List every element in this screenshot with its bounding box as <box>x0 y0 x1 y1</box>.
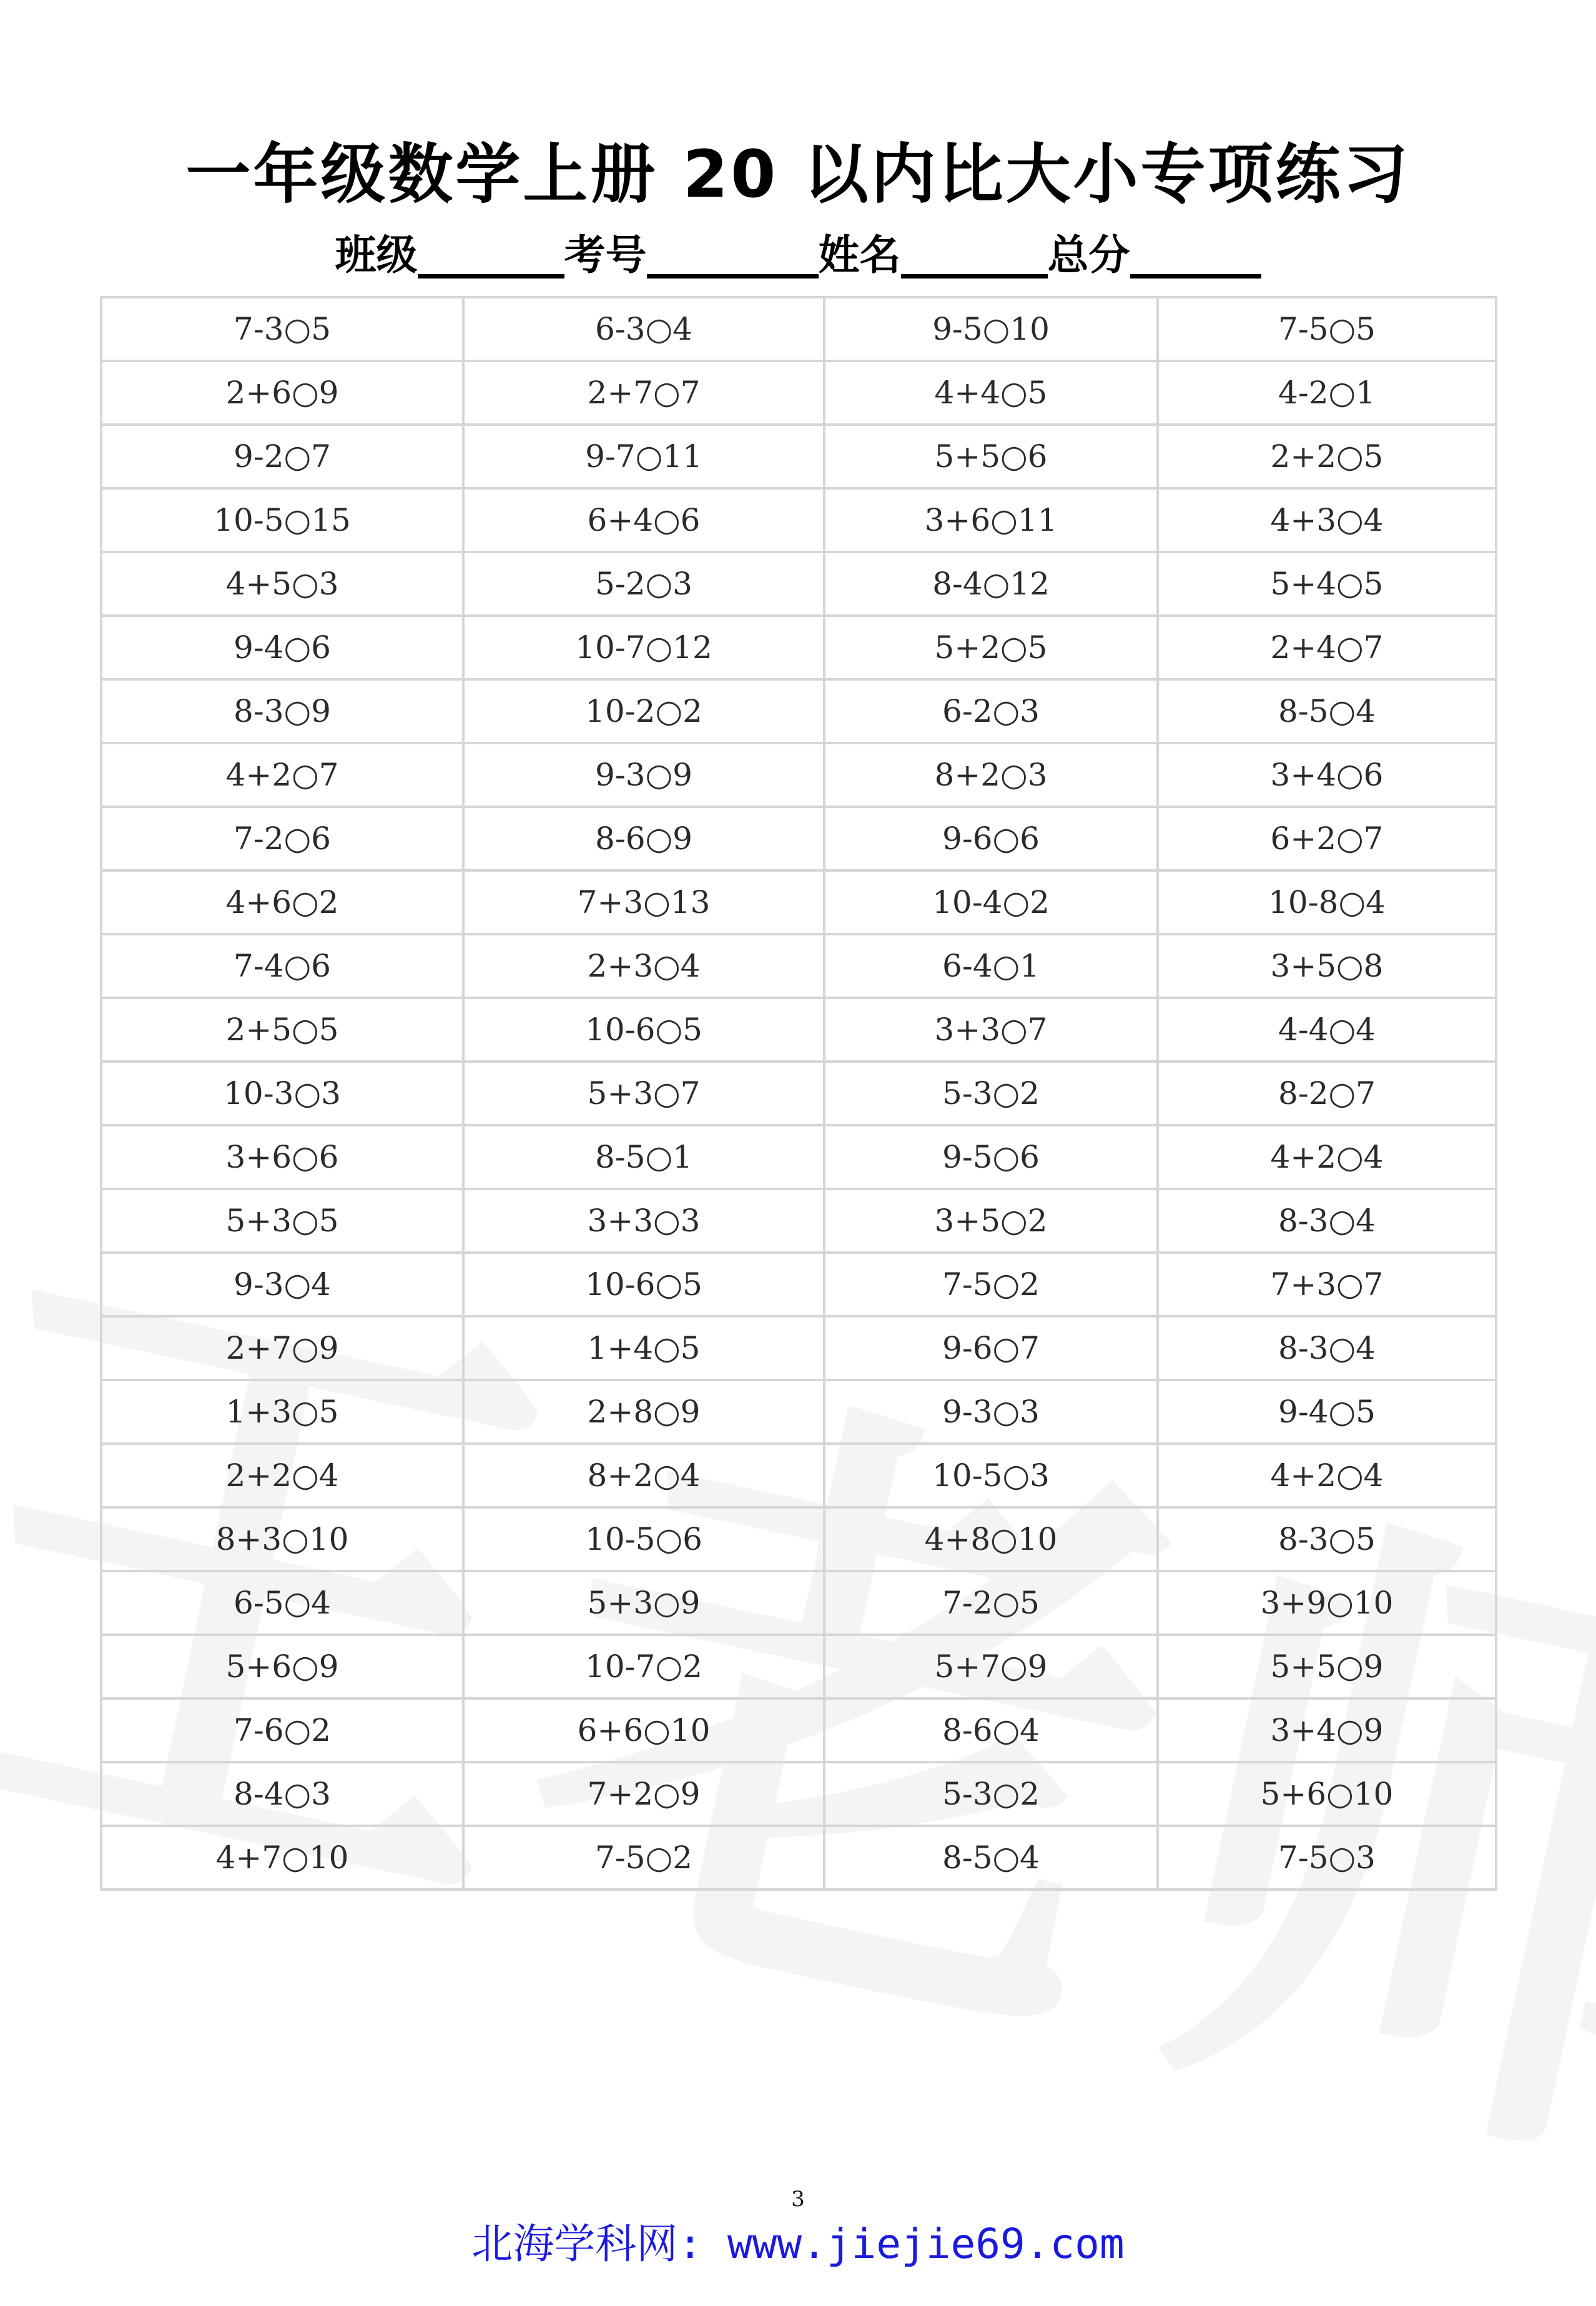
table-row <box>101 1316 1496 1380</box>
exercise-cell[interactable]: 10-5○6 <box>463 1507 824 1571</box>
table-row <box>101 807 1496 870</box>
exercise-cell[interactable]: 5+3○7 <box>463 1062 824 1125</box>
exercise-cell[interactable]: 5+3○9 <box>463 1571 824 1635</box>
exercise-cell[interactable]: 9-7○11 <box>463 425 824 488</box>
exercise-cell[interactable]: 7-2○5 <box>824 1571 1158 1635</box>
exercise-cell[interactable]: 4+5○3 <box>101 552 463 616</box>
exercise-cell[interactable]: 5-2○3 <box>463 552 824 616</box>
exercise-cell[interactable]: 7-5○2 <box>824 1253 1158 1316</box>
exercise-cell[interactable]: 3+6○6 <box>101 1125 463 1189</box>
exercise-cell[interactable]: 8-3○9 <box>101 679 463 743</box>
name-blank[interactable] <box>901 274 1048 278</box>
table-row <box>101 1571 1496 1635</box>
exercise-cell[interactable]: 2+5○5 <box>101 998 463 1062</box>
exercise-cell[interactable]: 8+3○10 <box>101 1507 463 1571</box>
exercise-cell[interactable]: 6+4○6 <box>463 488 824 552</box>
total-score-label: 总分 <box>1047 231 1130 279</box>
exercise-cell[interactable]: 5-3○2 <box>824 1762 1158 1826</box>
exercise-cell[interactable]: 8-2○7 <box>1158 1062 1496 1125</box>
table-row <box>101 488 1496 552</box>
student-info-line <box>0 222 1596 281</box>
class-label: 班级 <box>335 231 418 279</box>
exercise-cell[interactable]: 9-3○3 <box>824 1380 1158 1444</box>
exercise-cell[interactable]: 4+2○7 <box>101 743 463 807</box>
exercise-cell[interactable]: 4+4○5 <box>824 361 1158 425</box>
exercise-cell[interactable]: 2+2○5 <box>1158 425 1496 488</box>
table-row <box>101 1253 1496 1316</box>
exercise-cell[interactable]: 8-6○4 <box>824 1698 1158 1762</box>
page-number: 3 <box>791 2187 805 2212</box>
table-row <box>101 297 1496 361</box>
exercise-cell[interactable]: 5+5○6 <box>824 425 1158 488</box>
exercise-cell[interactable]: 9-2○7 <box>101 425 463 488</box>
exercise-cell[interactable]: 1+4○5 <box>463 1316 824 1380</box>
exam-number-blank[interactable] <box>647 274 819 278</box>
table-row <box>101 1444 1496 1507</box>
exercise-cell[interactable]: 10-4○2 <box>824 870 1158 934</box>
exercise-table <box>100 296 1497 1891</box>
total-score-blank[interactable] <box>1130 274 1261 278</box>
name-field[interactable] <box>819 222 1048 281</box>
exercise-cell[interactable]: 4+6○2 <box>101 870 463 934</box>
exercise-cell[interactable]: 9-5○10 <box>824 297 1158 361</box>
table-row <box>101 552 1496 616</box>
class-blank[interactable] <box>418 274 564 278</box>
exercise-cell[interactable]: 4+2○4 <box>1158 1444 1496 1507</box>
exercise-cell[interactable]: 4+7○10 <box>101 1826 463 1890</box>
exercise-cell[interactable]: 7-3○5 <box>101 297 463 361</box>
exercise-cell[interactable]: 10-7○2 <box>463 1635 824 1698</box>
exam-number-field[interactable] <box>564 222 819 281</box>
name-label: 姓名 <box>818 231 901 279</box>
exercise-cell[interactable]: 4-2○1 <box>1158 361 1496 425</box>
exercise-cell[interactable]: 5+3○5 <box>101 1189 463 1253</box>
exercise-cell[interactable]: 8+2○3 <box>824 743 1158 807</box>
exam-number-label: 考号 <box>564 231 647 279</box>
exercise-cell[interactable]: 6+2○7 <box>1158 807 1496 870</box>
table-row <box>101 1507 1496 1571</box>
exercise-cell[interactable]: 8-3○4 <box>1158 1189 1496 1253</box>
exercise-cell[interactable]: 5+5○9 <box>1158 1635 1496 1698</box>
exercise-cell[interactable]: 4+2○4 <box>1158 1125 1496 1189</box>
exercise-cell[interactable]: 6-3○4 <box>463 297 824 361</box>
exercise-cell[interactable]: 7-5○3 <box>1158 1826 1496 1890</box>
footer-site-link[interactable]: 北海学科网: www.jiejie69.com <box>471 2220 1125 2268</box>
table-row <box>101 1698 1496 1762</box>
exercise-cell[interactable]: 8-4○12 <box>824 552 1158 616</box>
exercise-cell[interactable]: 8-4○3 <box>101 1762 463 1826</box>
exercise-cell[interactable]: 7+2○9 <box>463 1762 824 1826</box>
table-row <box>101 679 1496 743</box>
exercise-cell[interactable]: 8-5○4 <box>1158 679 1496 743</box>
exercise-cell[interactable]: 7-6○2 <box>101 1698 463 1762</box>
table-row <box>101 1762 1496 1826</box>
exercise-cell[interactable]: 9-6○7 <box>824 1316 1158 1380</box>
exercise-cell[interactable]: 7-2○6 <box>101 807 463 870</box>
exercise-cell[interactable]: 5+7○9 <box>824 1635 1158 1698</box>
exercise-cell[interactable]: 2+7○9 <box>101 1316 463 1380</box>
exercise-cell[interactable]: 8-3○5 <box>1158 1507 1496 1571</box>
exercise-cell[interactable]: 10-3○3 <box>101 1062 463 1125</box>
exercise-cell[interactable]: 7-4○6 <box>101 934 463 998</box>
exercise-cell[interactable]: 9-6○6 <box>824 807 1158 870</box>
exercise-cell[interactable]: 10-2○2 <box>463 679 824 743</box>
total-score-field[interactable] <box>1048 222 1261 281</box>
exercise-cell[interactable]: 9-4○5 <box>1158 1380 1496 1444</box>
exercise-cell[interactable]: 7+3○7 <box>1158 1253 1496 1316</box>
exercise-cell[interactable]: 9-3○4 <box>101 1253 463 1316</box>
page-title: 一年级数学上册 20 以内比大小专项练习 <box>185 136 1411 212</box>
table-row <box>101 1826 1496 1890</box>
exercise-cell[interactable]: 3+9○10 <box>1158 1571 1496 1635</box>
class-field[interactable] <box>335 222 564 281</box>
exercise-cell[interactable]: 4+8○10 <box>824 1507 1158 1571</box>
exercise-cell[interactable]: 3+5○2 <box>824 1189 1158 1253</box>
exercise-cell[interactable]: 8+2○4 <box>463 1444 824 1507</box>
exercise-cell[interactable]: 3+4○9 <box>1158 1698 1496 1762</box>
exercise-cell[interactable]: 8-5○4 <box>824 1826 1158 1890</box>
exercise-cell[interactable]: 9-4○6 <box>101 616 463 679</box>
table-row <box>101 870 1496 934</box>
table-row <box>101 361 1496 425</box>
exercise-cell[interactable]: 3+4○6 <box>1158 743 1496 807</box>
exercise-cell[interactable]: 5+6○9 <box>101 1635 463 1698</box>
exercise-cell[interactable]: 10-8○4 <box>1158 870 1496 934</box>
exercise-cell[interactable]: 10-6○5 <box>463 998 824 1062</box>
exercise-cell[interactable]: 3+3○3 <box>463 1189 824 1253</box>
table-row <box>101 616 1496 679</box>
exercise-cell[interactable]: 2+6○9 <box>101 361 463 425</box>
exercise-cell[interactable]: 7-5○5 <box>1158 297 1496 361</box>
exercise-cell[interactable]: 2+3○4 <box>463 934 824 998</box>
exercise-cell[interactable]: 4+3○4 <box>1158 488 1496 552</box>
table-row <box>101 1635 1496 1698</box>
exercise-cell[interactable]: 3+6○11 <box>824 488 1158 552</box>
exercise-cell[interactable]: 7+3○13 <box>463 870 824 934</box>
exercise-cell[interactable]: 6+6○10 <box>463 1698 824 1762</box>
table-row <box>101 1380 1496 1444</box>
exercise-cell[interactable]: 5+2○5 <box>824 616 1158 679</box>
table-row <box>101 934 1496 998</box>
exercise-cell[interactable]: 5-3○2 <box>824 1062 1158 1125</box>
table-row <box>101 998 1496 1062</box>
exercise-cell[interactable]: 8-6○9 <box>463 807 824 870</box>
exercise-cell[interactable]: 7-5○2 <box>463 1826 824 1890</box>
table-row <box>101 425 1496 488</box>
exercise-cell[interactable]: 2+8○9 <box>463 1380 824 1444</box>
exercise-cell[interactable]: 2+7○7 <box>463 361 824 425</box>
exercise-cell[interactable]: 6-4○1 <box>824 934 1158 998</box>
exercise-cell[interactable]: 6-2○3 <box>824 679 1158 743</box>
exercise-cell[interactable]: 2+4○7 <box>1158 616 1496 679</box>
exercise-cell[interactable]: 5+6○10 <box>1158 1762 1496 1826</box>
exercise-cell[interactable]: 6-5○4 <box>101 1571 463 1635</box>
exercise-cell[interactable]: 10-6○5 <box>463 1253 824 1316</box>
exercise-cell[interactable]: 10-5○15 <box>101 488 463 552</box>
exercise-cell[interactable]: 9-5○6 <box>824 1125 1158 1189</box>
exercise-cell[interactable]: 8-5○1 <box>463 1125 824 1189</box>
exercise-cell[interactable]: 3+3○7 <box>824 998 1158 1062</box>
exercise-cell[interactable]: 9-3○9 <box>463 743 824 807</box>
exercise-cell[interactable]: 8-3○4 <box>1158 1316 1496 1380</box>
table-row <box>101 1189 1496 1253</box>
exercise-cell[interactable]: 10-7○12 <box>463 616 824 679</box>
exercise-cell[interactable]: 5+4○5 <box>1158 552 1496 616</box>
exercise-cell[interactable]: 10-5○3 <box>824 1444 1158 1507</box>
exercise-cell[interactable]: 3+5○8 <box>1158 934 1496 998</box>
exercise-cell[interactable]: 2+2○4 <box>101 1444 463 1507</box>
table-row <box>101 1062 1496 1125</box>
exercise-cell[interactable]: 4-4○4 <box>1158 998 1496 1062</box>
exercise-cell[interactable]: 1+3○5 <box>101 1380 463 1444</box>
table-row <box>101 743 1496 807</box>
table-row <box>101 1125 1496 1189</box>
